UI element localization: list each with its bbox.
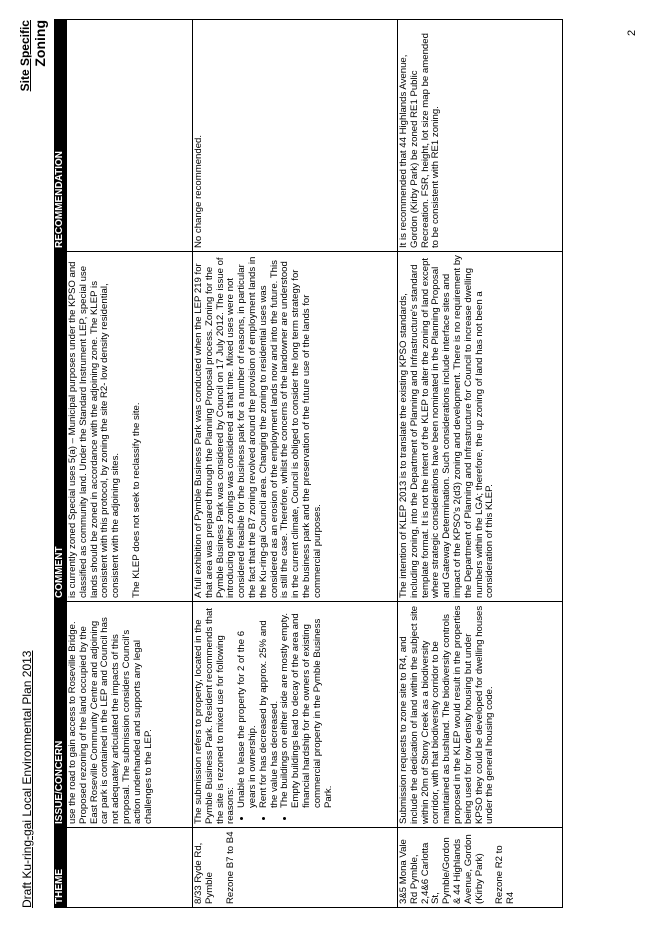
list-item: • Rent for has decreased by approx. 25% and the value has decreased.: [259, 605, 281, 808]
document-title: Draft Ku-ring-gai Local Environmental Plan 2013: [20, 650, 34, 908]
submissions-table: [54, 19, 563, 908]
column-header-recommendation: RECOMMENDATION: [55, 20, 67, 252]
column-header-issue: ISSUE/CONCERN: [55, 602, 67, 828]
table-row: [193, 20, 398, 908]
table-row: [67, 20, 193, 908]
section-title: Zoning: [32, 20, 48, 67]
issue-bullet-list: [237, 605, 334, 824]
comment-cell: is currently zoned Special uses 5(a) – Municipal purposes under the KPSO and classified as community land. Under the Standard Instrument LEP, special use lands should be zoned in accordance with the adjoining zone. The KLEP is consistent with this protocol, by zoning the site R2- low density residential, consistent with the adjoining sites. The KLEP does not seek to reclassify the site.: [67, 252, 193, 602]
issue-cell: Submission requests to zone site to R4, and include the dedication of land within the subject site within 20m of Stony Creek as a biodiversity corridor, with that biodiversity corridor to be maintained as bushland. The biodiversity controls proposed in the KLEP would result in the properties being used for low density housing but under KPSO they could be developed for dwelling houses under the general housing code.: [398, 602, 563, 828]
theme-cell: [67, 828, 193, 908]
list-item: • The buildings on either side are mostly empty. Empty buildings lead to decay of the area and financial hardship for the owners of existing commercial property in the Pymble Business Park.: [280, 605, 334, 808]
theme-cell: 8/33 Ryde Rd, Pymble Rezone B7 to B4: [193, 828, 398, 908]
column-header-theme: THEME: [55, 828, 67, 908]
page-number: 2: [626, 29, 638, 36]
section-heading: [18, 20, 48, 91]
recommendation-cell: No change recommended.: [193, 20, 398, 252]
comment-cell: The intention of KLEP 2013 is to translate the existing KPSO standards, including zoning, into the Department of Planning and Infrastructure's standard template format. It is not the intent of the KLEP to alter the zoning of land except where strategic considerations have been nominated in the Planning Proposal and Gateway Determination. Such considerations include interface sites and impact of the KPSO's 2(d3) zoning and development. There is no requirement by the Department of Planning and Infrastructure for Council to increase dwelling numbers within the LGA; therefore, the up zoning of land has not been a consideration of this KLEP.: [398, 252, 563, 602]
table-header-row: [55, 20, 67, 908]
recommendation-cell: [67, 20, 193, 252]
comment-cell: A full exhibition of Pymble Business Park was conducted when the LEP 219 for that area was prepared through the Planning Proposal process. Zoning for the Pymble Business Park was considered by Council on 17 July 2012. The issue of introducing other zonings was considered at that time. Mixed uses were not considered feasible for the business park for a number of reasons, in particular the fact that the B7 zoning revolved around the provision of employment lands in the Ku-ring-gai Council area. Changing the zoning to residential uses was considered as an erosion of the employment lands now and into the future. This is still the case. Therefore, whilst the concerns of the landowner are understood in the current climate, Council is obliged to consider the long term strategy for the business park and the preservation of the future use of the lands for commercial purposes.: [193, 252, 398, 602]
issue-cell: use the road to gain access to Roseville Bridge. Proposed rezoning of the land occupied by the East Roseville Community Centre and adjoining car park is contained in the LEP and Council has not adequately articulated the impacts of this proposal. The submission considers Council's action underhanded and supports any legal challenges to the LEP.: [67, 602, 193, 828]
table-row: [398, 20, 563, 908]
list-item: • Unable to lease the property for 2 of the 6 years in ownership.: [237, 605, 259, 808]
column-header-comment: COMMENT: [55, 252, 67, 602]
theme-cell: 3&5 Mona Vale Rd Pymble, 2,4&6 Carlotta St, Pymble/Gordon & 44 Highlands Avenue, Gordon (Kirby Park) Rezone R2 to R4: [398, 828, 563, 908]
recommendation-cell: It is recommended that 44 Highlands Avenue, Gordon (Kirby Park) be zoned RE1 Public Recreation. FSR, height, lot size map be amended to be consistent with RE1 zoning.: [398, 20, 563, 252]
section-label: Site Specific: [18, 20, 32, 92]
issue-cell: The submission refers to property, located in the Pymble Business Park. Resident recommends that the site is rezoned to mixed use for following reasons: • Unable to lease the property for 2 of the 6 years in ownership. • Rent for has decreased by approx. 25% and the value has decreased. • The buildings on either side are mostly empty. Empty buildings lead to decay of the area and financial hardship for the owners of existing commercial property in the Pymble Business Park.: [193, 602, 398, 828]
